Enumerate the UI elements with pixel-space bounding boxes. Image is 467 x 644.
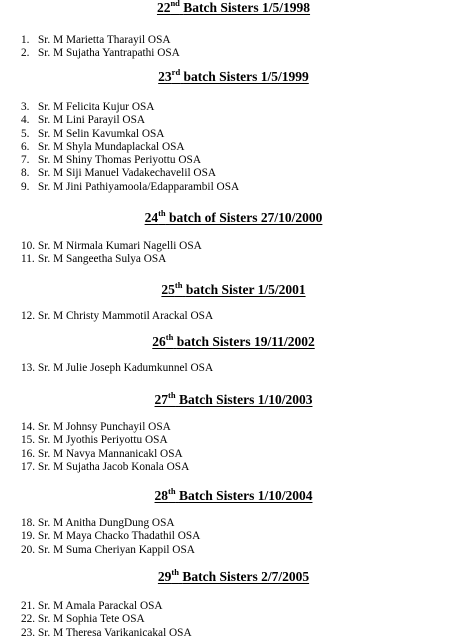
batch-section <box>0 485 467 556</box>
list-item-name: Sr. M Jini Pathiyamoola/Edapparambil OSA <box>38 180 240 193</box>
list-item-number: 23. <box>21 626 36 639</box>
list-item-number: 6. <box>21 140 30 153</box>
list-item-name: Sr. M Anitha DungDung OSA <box>38 517 175 529</box>
batch-ordinal-suffix: nd <box>170 0 180 8</box>
batch-heading <box>0 207 467 226</box>
list-item <box>21 517 200 530</box>
sister-list <box>21 101 239 194</box>
list-item-name: Sr. M Suma Cheriyan Kappil OSA <box>38 543 195 556</box>
sister-list <box>21 240 202 267</box>
batch-title: batch Sisters 1/5/1999 <box>183 69 309 84</box>
list-item <box>21 310 213 323</box>
list-item <box>21 167 239 180</box>
batch-ordinal: 24 <box>144 210 159 225</box>
list-item-number: 17. <box>21 460 36 473</box>
batch-ordinal: 23 <box>158 69 172 84</box>
list-item-name: Sr. M Christy Mammotil Arackal OSA <box>38 310 214 322</box>
list-item <box>21 181 239 194</box>
batch-ordinal-suffix: th <box>171 566 179 577</box>
list-item <box>21 434 189 447</box>
batch-title: Batch Sisters 1/10/2004 <box>178 488 313 503</box>
batch-title: Batch Sisters 1/5/1998 <box>183 0 311 15</box>
list-item-number: 22. <box>21 613 36 626</box>
list-item-number: 9. <box>21 180 30 193</box>
list-item-name: Sr. M Maya Chacko Thadathil OSA <box>38 530 201 543</box>
list-item <box>21 34 180 47</box>
batch-section <box>0 207 467 266</box>
list-item-name: Sr. M Jyothis Periyottu OSA <box>38 434 168 447</box>
list-item-number: 20. <box>21 543 36 556</box>
batch-ordinal: 26 <box>152 334 166 349</box>
batch-heading <box>0 566 467 585</box>
batch-ordinal-suffix: th <box>168 389 176 400</box>
list-item-name: Sr. M Julie Joseph Kadumkunnel OSA <box>38 362 214 374</box>
sister-list <box>21 600 192 640</box>
list-item-number: 19. <box>21 530 36 543</box>
batch-heading <box>0 66 467 85</box>
list-item <box>21 240 202 253</box>
batch-section <box>0 66 467 193</box>
list-item-name: Sr. M Shiny Thomas Periyottu OSA <box>38 154 201 167</box>
list-item <box>21 101 239 114</box>
batch-heading <box>0 279 467 298</box>
sister-list <box>21 34 180 61</box>
list-item-name: Sr. M Amala Parackal OSA <box>38 600 163 612</box>
batch-ordinal-suffix: th <box>174 279 183 290</box>
list-item <box>21 544 200 557</box>
list-item-name: Sr. M Sujatha Jacob Konala OSA <box>38 460 190 473</box>
list-item-name: Sr. M Shyla Mundaplackal OSA <box>38 140 185 153</box>
list-item-number: 13. <box>21 362 36 374</box>
batch-ordinal-suffix: th <box>168 485 176 496</box>
list-item <box>21 613 192 626</box>
list-item-number: 1. <box>21 34 30 46</box>
batch-ordinal: 28 <box>154 488 169 503</box>
batch-section <box>0 331 467 374</box>
batch-heading <box>0 389 467 408</box>
batch-section <box>0 0 467 60</box>
list-item-number: 11. <box>21 253 35 266</box>
batch-ordinal: 22 <box>156 0 171 15</box>
list-item-name: Sr. M Lini Parayil OSA <box>38 114 146 127</box>
list-item-number: 3. <box>21 101 30 113</box>
sister-list <box>21 421 189 474</box>
batch-ordinal: 27 <box>154 392 169 407</box>
batch-heading <box>0 485 467 504</box>
list-item-name: Sr. M Marietta Tharayil OSA <box>38 34 171 46</box>
list-item-number: 16. <box>21 447 36 460</box>
list-item <box>21 47 180 60</box>
list-item-number: 10. <box>21 240 36 252</box>
list-item-name: Sr. M Siji Manuel Vadakechavelil OSA <box>38 167 217 180</box>
list-item-number: 5. <box>21 127 30 140</box>
list-item-name: Sr. M Nirmala Kumari Nagelli OSA <box>38 240 202 252</box>
list-item <box>21 530 200 543</box>
list-item <box>21 421 189 434</box>
list-item-name: Sr. M Selin Kavumkal OSA <box>38 127 165 140</box>
sister-list <box>21 517 200 557</box>
batch-ordinal: 29 <box>157 569 172 584</box>
batch-title: batch Sister 1/5/2001 <box>185 282 306 297</box>
list-item-number: 7. <box>21 154 30 167</box>
batch-ordinal-suffix: th <box>158 207 166 218</box>
list-item <box>21 461 189 474</box>
list-item <box>21 448 189 461</box>
sister-list <box>21 310 213 323</box>
batch-title: Batch Sisters 1/10/2003 <box>178 392 313 407</box>
batch-heading <box>0 0 467 16</box>
list-item-name: Sr. M Theresa Varikanicakal OSA <box>38 626 192 639</box>
batch-title: batch of Sisters 27/10/2000 <box>169 210 323 225</box>
list-item-number: 8. <box>21 167 30 180</box>
list-item-name: Sr. M Sujatha Yantrapathi OSA <box>38 47 180 60</box>
list-item <box>21 253 202 266</box>
list-item-name: Sr. M Johnsy Punchayil OSA <box>38 421 171 433</box>
batch-ordinal-suffix: rd <box>171 66 181 77</box>
batch-heading <box>0 331 467 350</box>
list-item <box>21 600 192 613</box>
batch-title: Batch Sisters 2/7/2005 <box>182 569 310 584</box>
list-item-number: 15. <box>21 434 36 447</box>
list-item <box>21 128 239 141</box>
list-item-name: Sr. M Navya Mannanicakl OSA <box>38 447 183 460</box>
list-item-number: 2. <box>21 47 30 60</box>
list-item <box>21 362 213 375</box>
batch-section <box>0 279 467 322</box>
batch-section <box>0 389 467 473</box>
list-item-name: Sr. M Sophia Tete OSA <box>38 613 145 626</box>
list-item <box>21 114 239 127</box>
list-item-number: 12. <box>21 310 36 322</box>
list-item-number: 14. <box>21 421 36 433</box>
batch-title: batch Sisters 19/11/2002 <box>176 334 315 349</box>
batch-ordinal-suffix: th <box>165 331 174 342</box>
sister-list <box>21 362 213 375</box>
list-item-number: 21. <box>21 600 36 612</box>
list-item <box>21 154 239 167</box>
list-item-number: 4. <box>21 114 30 127</box>
list-item-number: 18. <box>21 517 36 529</box>
list-item-name: Sr. M Sangeetha Sulya OSA <box>38 253 167 266</box>
batch-section <box>0 566 467 639</box>
batch-ordinal: 25 <box>161 282 175 297</box>
list-item-name: Sr. M Felicita Kujur OSA <box>38 101 155 113</box>
list-item <box>21 141 239 154</box>
list-item <box>21 627 192 640</box>
